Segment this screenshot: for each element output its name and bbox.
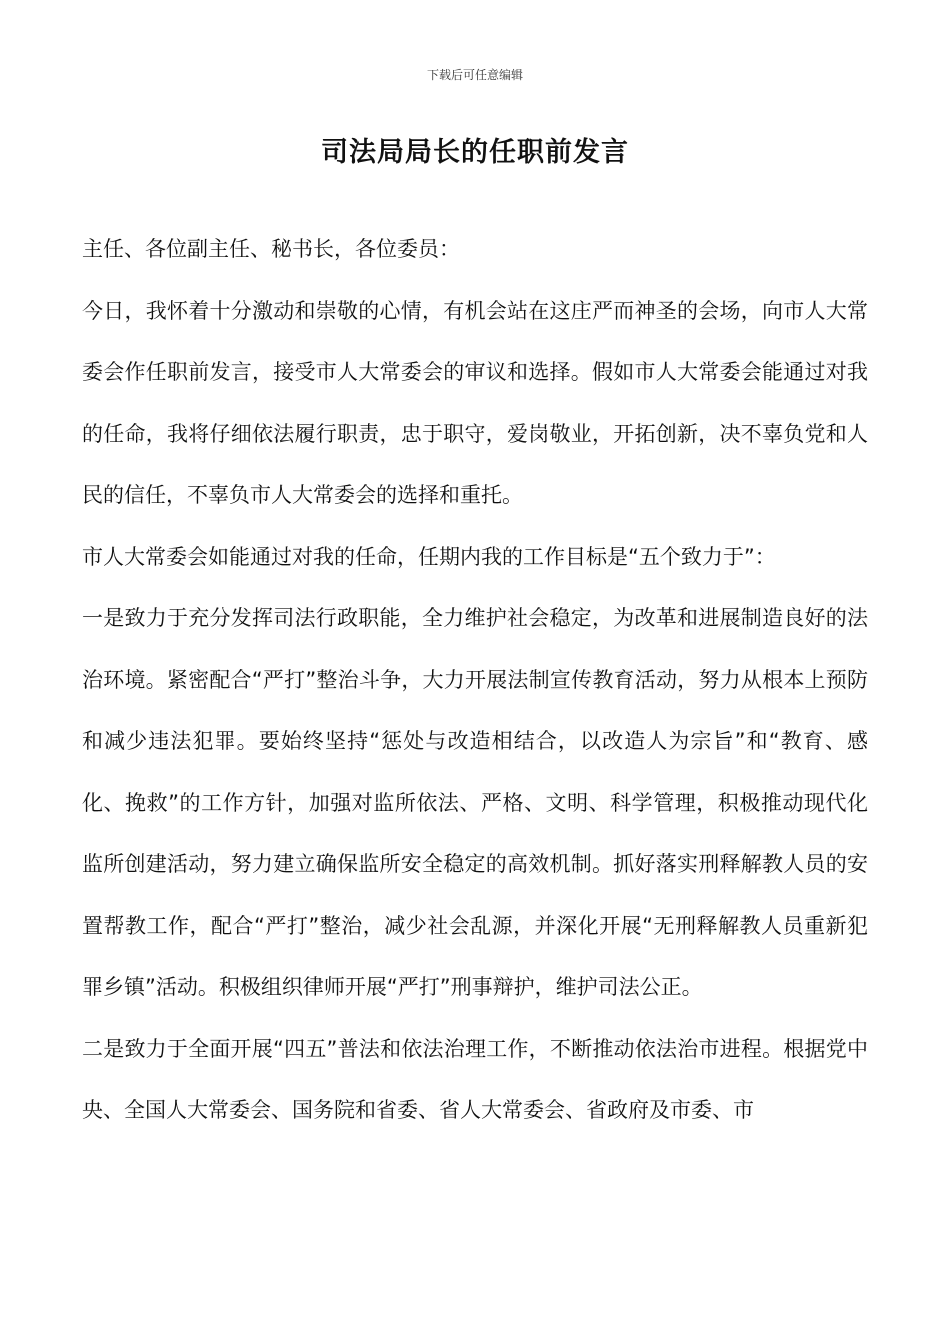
body-paragraph: 二是致力于全面开展“四五”普法和依法治理工作，不断推动依法治市进程。根据党中央、全国人大常委会、国务院和省委、省人大常委会、省政府及市委、市 [82,1036,868,1122]
body-paragraph: 市人大常委会如能通过对我的任命，任期内我的工作目标是“五个致力于”： [82,544,776,569]
header-note: 下载后可任意编辑 [426,68,523,82]
document-body [82,219,868,1142]
body-paragraph: 今日，我怀着十分激动和崇敬的心情，有机会站在这庄严而神圣的会场，向市人大常委会作任职前发言，接受市人大常委会的审议和选择。假如市人大常委会能通过对我的任命，我将仔细依法履行职责，忠于职守，爱岗敬业，开拓创新，决不辜负党和人民的信任，不辜负市人大常委会的选择和重托。 [82,298,868,507]
body-paragraph: 一是致力于充分发挥司法行政职能，全力维护社会稳定，为改革和进展制造良好的法治环境。紧密配合“严打”整治斗争，大力开展法制宣传教育活动，努力从根本上预防和减少违法犯罪。要始终坚持“惩处与改造相结合，以改造人为宗旨”和“教育、感化、挽救”的工作方针，加强对监所依法、严格、文明、科学管理，积极推动现代化监所创建活动，努力建立确保监所安全稳定的高效机制。抓好落实刑释解教人员的安置帮教工作，配合“严打”整治，减少社会乱源，并深化开展“无刑释解教人员重新犯罪乡镇”活动。积极组织律师开展“严打”刑事辩护，维护司法公正。 [82,606,868,999]
document-title: 司法局局长的任职前发言 [321,137,629,168]
salutation-paragraph: 主任、各位副主任、秘书长，各位委员： [82,237,460,261]
